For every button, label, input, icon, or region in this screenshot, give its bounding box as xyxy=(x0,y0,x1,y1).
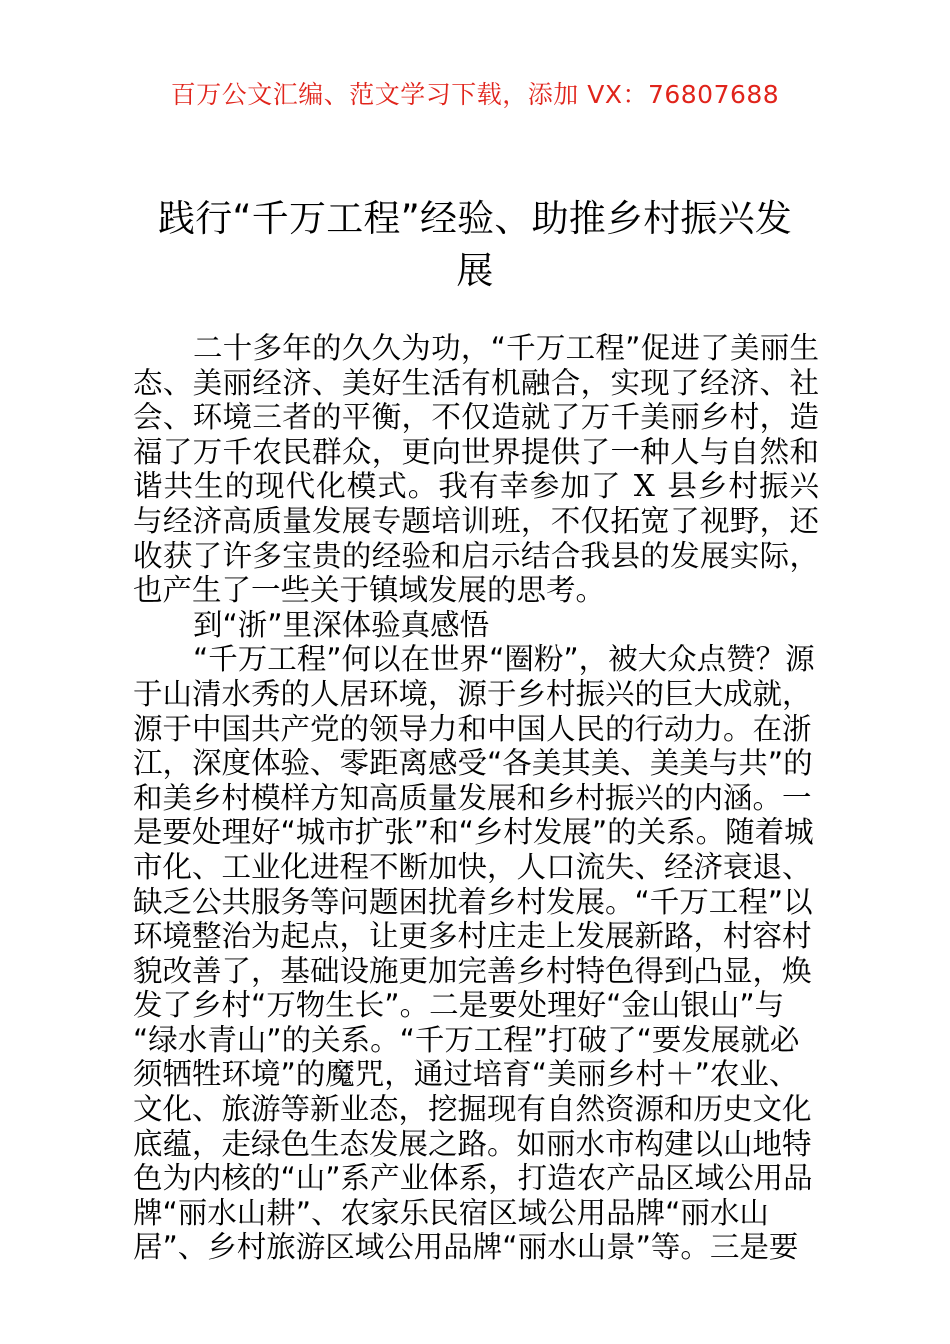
placeholder-county-letter: X xyxy=(633,469,655,504)
section-heading-first-impressions: 到“浙”里深体验真感悟 xyxy=(193,607,490,642)
paragraph-section-one-body: “千万工程”何以在世界“圈粉”，被大众点赞？源于山清水秀的人居环境，源于乡村振兴的巨大成就，源于中国共产党的领导力和中国人民的行动力。在浙江，深度体验、零距离感受“各美其美、美美与共”的和美乡村模样方知高质量发展和乡村振兴的内涵。一是要处理好“城市扩张”和“乡村发展”的关系。随着城市化、工业化进程不断加快，人口流失、经济衰退、缺乏公共服务等问题困扰着乡村发展。“千万工程”以环境整治为起点，让更多村庄走上发展新路，村容村貌改善了，基础设施更加完善乡村特色得到凸显，焕发了乡村“万物生长”。二是要处理好“金山银山”与“绿水青山”的关系。“千万工程”打破了“要发展就必须牺牲环境”的魔咒，通过培育“美丽乡村＋”农业、文化、旅游等新业态，挖掘现有自然资源和历史文化底蕴，走绿色生态发展之路。如丽水市构建以山地特色为内核的“山”系产业体系，打造农产品区域公用品牌“丽水山耕”、农家乐民宿区域公用品牌“丽水山居”、乡村旅游区域公用品牌“丽水山景”等。三是要 xyxy=(133,642,815,1265)
promo-watermark-header: 百万公文汇编、范文学习下载，添加 VX：76807688 xyxy=(170,80,780,109)
document-body xyxy=(133,331,819,1265)
paragraph-intro: 二十多年的久久为功，“千万工程”促进了美丽生态、美丽经济、美好生活有机融合，实现了经济、社会、环境三者的平衡，不仅造就了万千美丽乡村，造福了万千农民群众，更向世界提供了一种人与自然和谐共生的现代化模式。我有幸参加了 X 县乡村振兴与经济高质量发展专题培训班，不仅拓宽了视野，还收获了许多宝贵的经验和启示结合我县的发展实际，也产生了一些关于镇域发展的思考。 xyxy=(133,331,819,608)
page-title: 践行“千万工程”经验、助推乡村振兴发展 xyxy=(158,196,792,292)
